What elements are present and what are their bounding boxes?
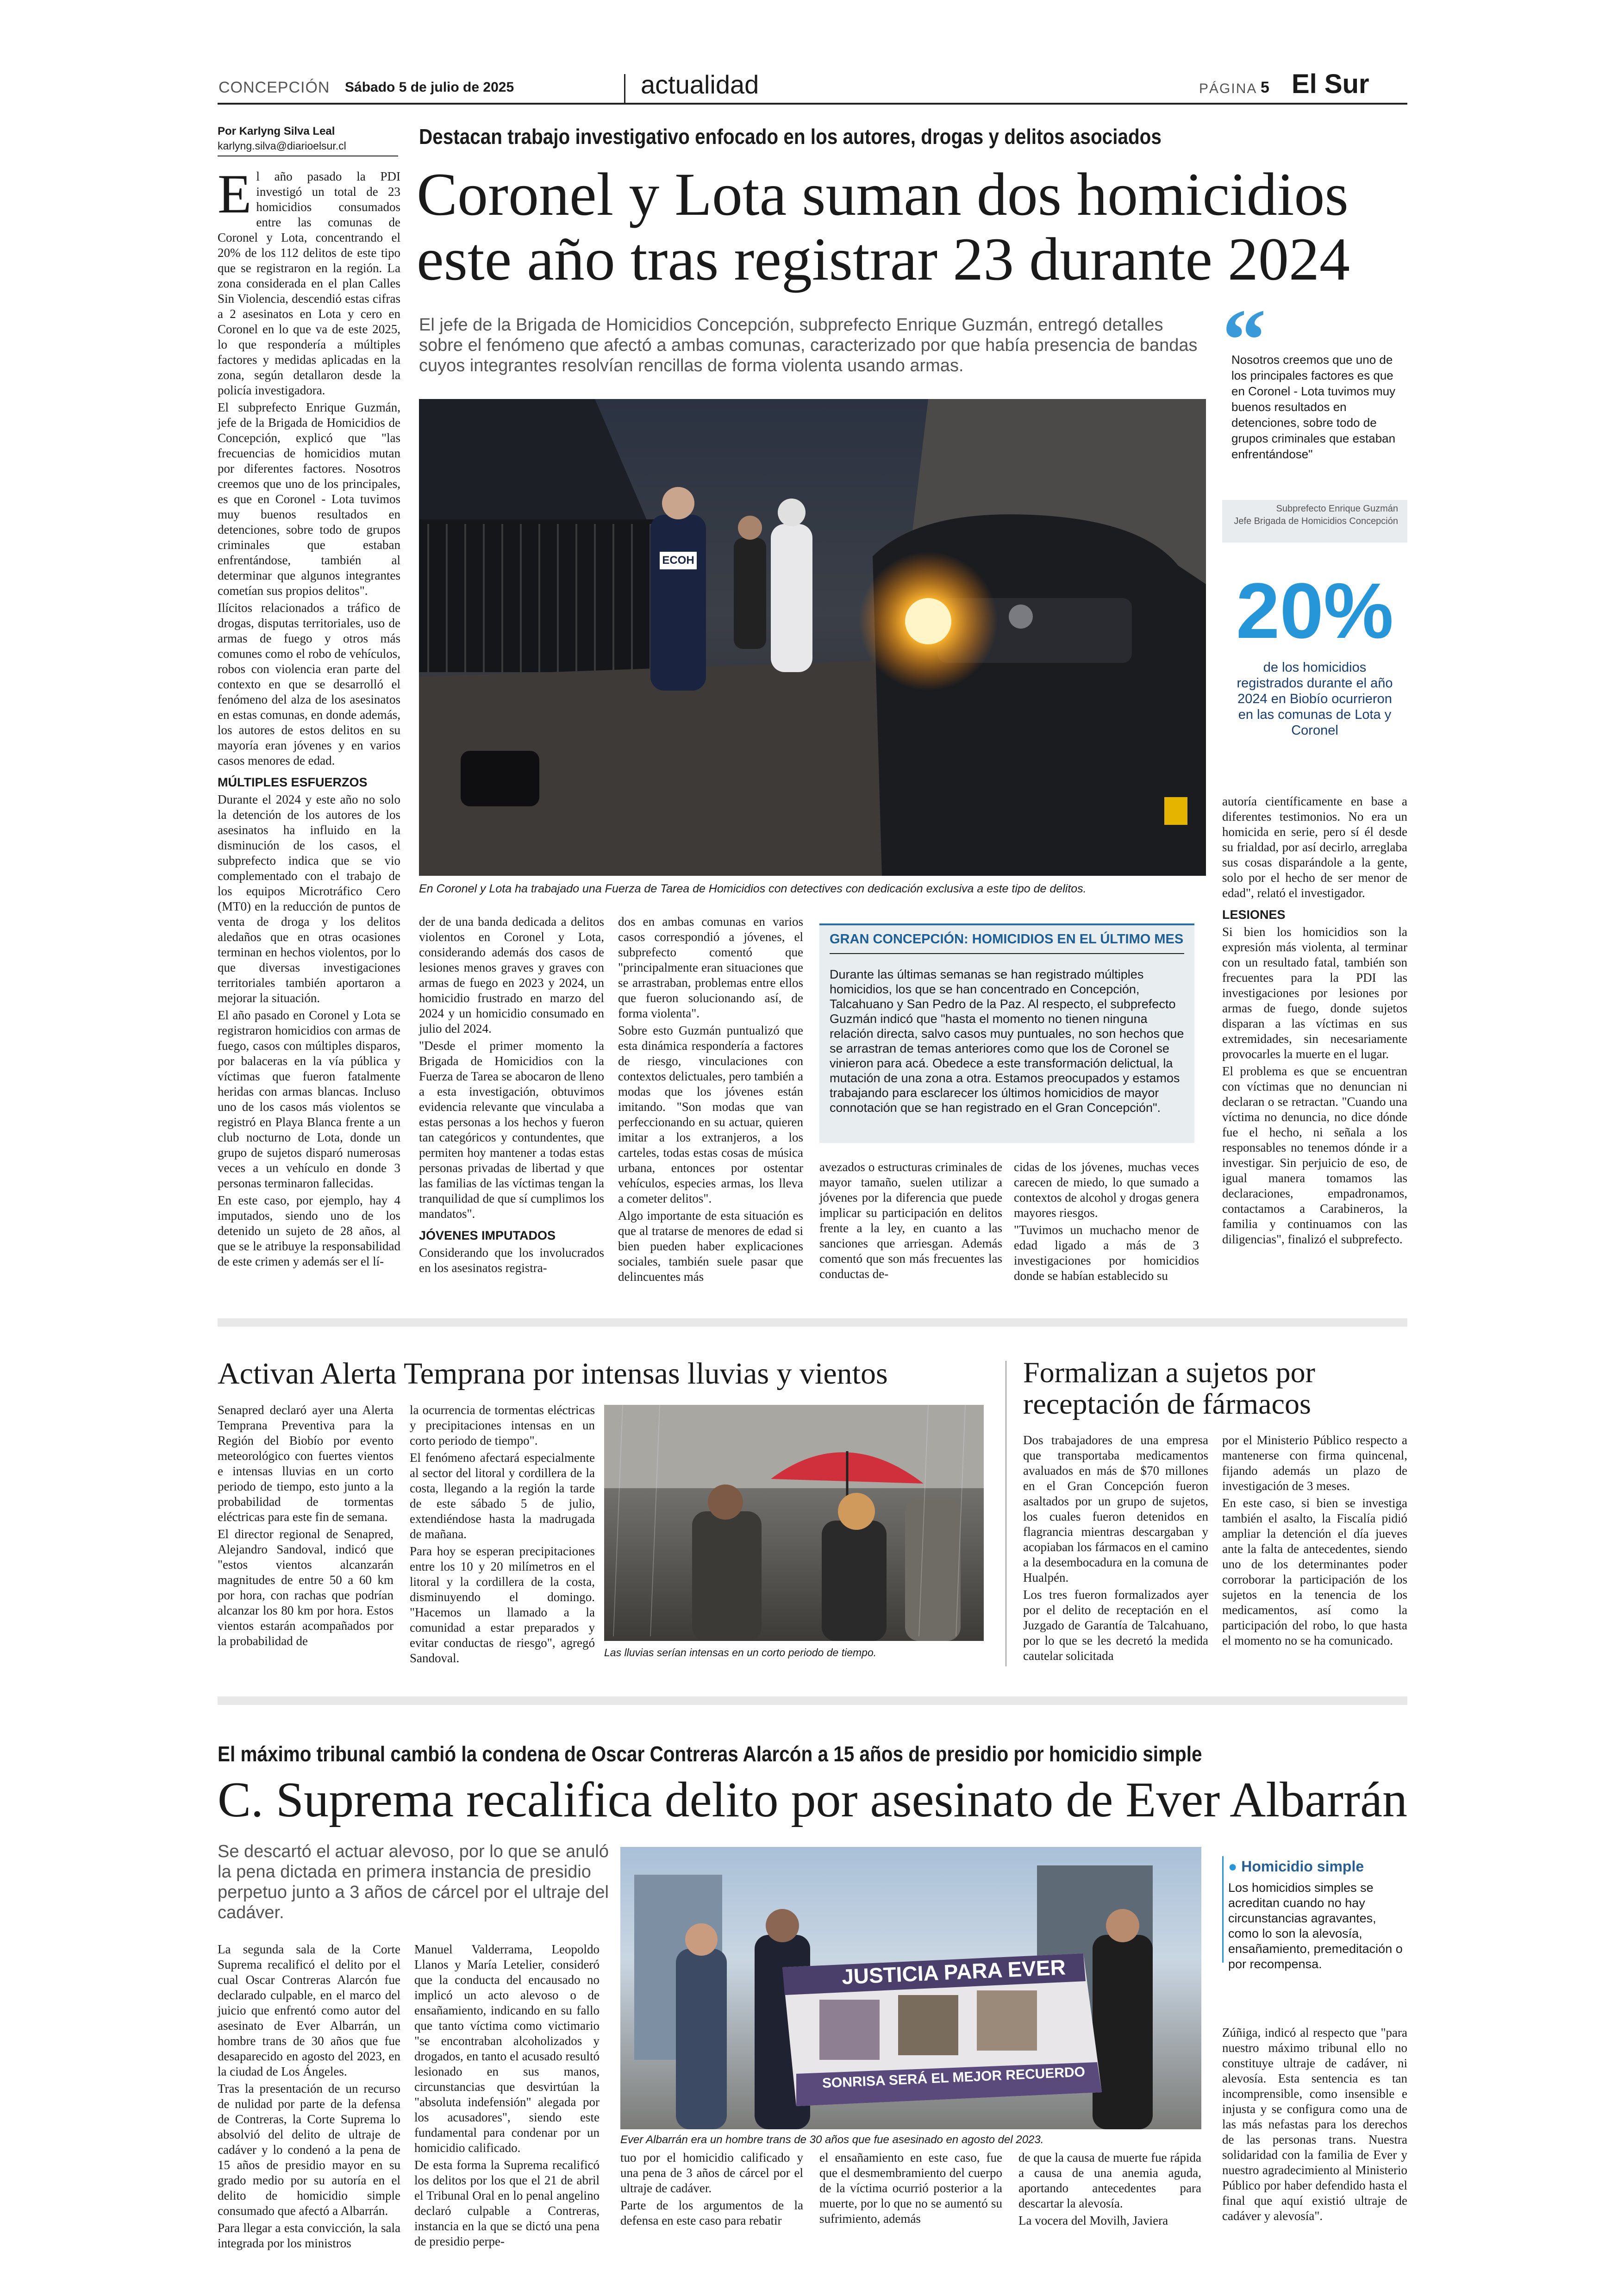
paragraph: der de una banda dedicada a delitos violentos en Coronel y Lota, considerando además dos casos de lesiones menos graves y graves con armas de fuego en 2023 y 2024, un homicidio frustrado en marzo del 2024 y un homicidio consumado en julio del 2024.	[419, 915, 604, 1035]
paragraph: El fenómeno afectará especialmente al sector del litoral y cordillera de la costa, llegando a la región la tarde de este sábado 5 de julio, extendiéndose hasta la madrugada de mañana.	[410, 1451, 595, 1541]
paragraph: Ilícitos relacionados a tráfico de drogas, disputas territoriales, uso de armas de fuego y otros más comunes como el robo de vehículos, robos con violencia eran parte del contexto en que se desarrolló el fenómeno del alza de los asesinatos en estas comunas, en donde además, los autores de estos delitos en su mayoría eran jóvenes y en varios casos menores de edad.	[218, 601, 400, 767]
article-column-3	[618, 914, 803, 1286]
quote-mark-icon: “	[1222, 292, 1266, 389]
paragraph: La vocera del Movilh, Javiera	[1018, 2214, 1168, 2227]
protest-photo-caption: Ever Albarrán era un hombre trans de 30 años que fue asesinado en agosto del 2023.	[620, 2133, 1044, 2146]
subheading: JÓVENES IMPUTADOS	[419, 1229, 556, 1242]
article-column-5	[1014, 1160, 1199, 1285]
paragraph: Parte de los argumentos de la defensa en este caso para rebatir	[620, 2198, 803, 2227]
byline: Por Karlyng Silva Leal	[218, 125, 335, 137]
rain-illustration	[604, 1405, 984, 1641]
info-box-title: GRAN CONCEPCIÓN: HOMICIDIOS EN EL ÚLTIMO MES	[830, 932, 1184, 947]
stat-value: 20%	[1236, 567, 1394, 655]
subheading: MÚLTIPLES ESFUERZOS	[218, 775, 368, 789]
article4-column-4	[819, 2150, 1002, 2228]
paragraph: Considerando que los involucrados en los asesinatos registra-	[419, 1246, 604, 1275]
quote-author: Subprefecto Enrique Guzmán	[1276, 504, 1398, 514]
article-column-4	[819, 1160, 1002, 1284]
paragraph: dos en ambas comunas en varios casos correspondió a jóvenes, el subprefecto comentó que "principalmente eran situaciones que se arrastraban, problemas entre ellos que fueron solucionando así, de forma violenta".	[618, 915, 803, 1020]
article-title-line1: Coronel y Lota suman dos homicidios	[417, 160, 1349, 228]
article4-lead: Se descartó el actuar alevoso, por lo que se anuló la pena dictada en primera instancia de presidio perpetuo junto a 3 años de cárcel por el ultraje del cadáver.	[218, 1842, 609, 1922]
paragraph: tuo por el homicidio calificado y una pena de 3 años de cárcel por el ultraje de cadáver.	[620, 2151, 803, 2195]
banner-subtext: SONRISA SERÁ EL MEJOR RECUERDO	[822, 2064, 1086, 2091]
paragraph: Zúñiga, indicó al respecto que "para nuestro máximo tribunal ello no constituye ultraje de cadáver, ni alevosía. Esta sentencia es tan incomprensible, como insensible e injusta y se configura como una de las más nefastas para los derechos de las personas trans. Nuestra solidaridad con la familia de Ever y nuestro agradecimiento al Ministerio Público por haber defendido hasta el final que aquí existió ultraje de cadáver y alevosía".	[1222, 2026, 1407, 2223]
article4-column-3	[620, 2150, 803, 2230]
article3-column-1	[1023, 1433, 1208, 1665]
article3-title-line2: receptación de fármacos	[1023, 1387, 1311, 1420]
article-column-1	[218, 163, 400, 1271]
sidebar-title-row	[1228, 1858, 1364, 1875]
paragraph: Manuel Valderrama, Leopoldo Llanos y María Letelier, consideró que la conducta del encausado no implicó un acto alevoso o de ensañamiento, indicando en su fallo que tanto víctima como victimario "se encontraban alcoholizados y drogados, en tanto el acusado resultó lesionado en sus manos, circunstancias que desvirtúan la "absoluta indefensión" alegada por los acusadores", siendo este fundamental para condenar por un homicidio calificado.	[414, 1942, 600, 2155]
sidebar-text: Los homicidios simples se acreditan cuando no hay circunstancias agravantes, como lo son la alevosía, ensañamiento, premeditación o por recompensa.	[1228, 1881, 1403, 1971]
paragraph: Si bien los homicidios son la expresión más violenta, al terminar con un resultado fatal, también son frecuentes para la PDI las investigaciones por lesiones por armas de fuego, donde sujetos disparan a las víctimas en sus extremidades, sin necesariamente provocarles la muerte en el lugar.	[1222, 925, 1407, 1061]
brand-logo: El Sur	[1292, 69, 1369, 99]
paragraph: La segunda sala de la Corte Suprema recalificó el delito por el cual Oscar Contreras Alarcón fue declarado culpable, en el marco del juicio que enfrentó como autor del asesinato de Ever Albarrán, un hombre trans de 30 años que fue desaparecido en agosto del 2023, en la ciudad de Los Ángeles.	[218, 1942, 400, 2078]
article-kicker: Destacan trabajo investigativo enfocado en los autores, drogas y delitos asociados	[419, 125, 1162, 149]
article3-title-line1: Formalizan a sujetos por	[1023, 1356, 1315, 1389]
page-label: PÁGINA	[1199, 81, 1257, 96]
article2-column-2	[410, 1403, 595, 1668]
quote-role: Jefe Brigada de Homicidios Concepción	[1234, 516, 1398, 526]
section-name: actualidad	[641, 70, 759, 99]
subheading: LESIONES	[1222, 908, 1286, 922]
section-separator	[218, 1318, 1407, 1327]
article3-column-2	[1222, 1433, 1407, 1650]
paragraph: Senapred declaró ayer una Alerta Temprana Preventiva para la Región del Biobío por evento meteorológico con fuertes vientos e intensas lluvias en un corto periodo de tiempo, esto junto a la probabilidad de tormentas eléctricas para este fin de semana.	[218, 1403, 394, 1524]
paragraph: el ensañamiento en este caso, fue que el desmembramiento del cuerpo de la víctima ocurrió posterior a la muerte, por lo que no se aumentó su sufrimiento, además	[819, 2151, 1002, 2226]
paragraph: Durante el 2024 y este año no solo la detención de los autores de los asesinatos ha influido en la disminución de los casos, el subprefecto indica que se vio complementado con el trabajo de los equipos Microtráfico Cero (MT0) en la reducción de puntos de venta de droga y los delitos aledaños que en otras ocasiones terminan en hechos violentos, por lo que diversas investigaciones territoriales también aportaron a mejorar la situación.	[218, 792, 400, 1005]
photo-caption: En Coronel y Lota ha trabajado una Fuerza de Tarea de Homicidios con detectives con dedicación exclusiva a este tipo de delitos.	[419, 882, 1087, 895]
paragraph: avezados o estructuras criminales de mayor tamaño, suelen utilizar a jóvenes por la diferencia que puede implicar su participación en delitos frente a la ley, en cuanto a las sanciones que arriesgan. Además comentó que son más frecuentes las conductas de-	[819, 1160, 1002, 1281]
header-date: Sábado 5 de julio de 2025	[345, 80, 514, 95]
badge-text: ECOH	[662, 554, 694, 567]
info-box	[819, 923, 1194, 1143]
page-number: 5	[1261, 79, 1269, 96]
paragraph: Tras la presentación de un recurso de nulidad por parte de la defensa de Contreras, la Corte Suprema lo absolvió del delito de ultraje de cadáver y lo condenó a la pena de 15 años de presidio mayor en su grado medio por su autoría en el delito de homicidio simple consumado que afectó a Albarrán.	[218, 2082, 400, 2218]
rain-photo-caption: Las lluvias serían intensas en un corto periodo de tiempo.	[604, 1646, 877, 1659]
article4-column-2	[414, 1942, 600, 2251]
paragraph: El problema es que se encuentran con víctimas que no denuncian ni declaran o se retractan. "Cuando una víctima no denuncia, no dice dónde fue el hecho, ni señala a los responsables no tenemos dónde ir a investigar. Sin perjuicio de eso, de igual manera tomamos las declaraciones, empadronamos, contactamos a Carabineros, la familia y continuamos con las diligencias", finalizó el subprefecto.	[1222, 1064, 1407, 1246]
info-box-text: Durante las últimas semanas se han registrado múltiples homicidios, los que se han concentrado en Concepción, Talcahuano y San Pedro de la Paz. Al respecto, el subprefecto Guzmán indicó que "hasta el momento no tienen ninguna relación directa, salvo casos muy puntuales, no son hechos que se arrastran de temas anteriores como que los de Coronel se vinieron para acá. Obedece a este transformación delictual, la mutación de una zona a otra. Estamos preocupados y estamos trabajando para esclarecer los últimos homicidios de mayor connotación que se han registrado en el Gran Concepción".	[830, 967, 1184, 1115]
paragraph: "Desde el primer momento la Brigada de Homicidios con la Fuerza de Tarea se abocaron de lleno a esta investigación, obtuvimos evidencia relevante que vinculaba a estas personas a los hechos y fueron tan categóricos y contundentes, que permiten hoy mantener a todas estas personas privadas de libertad y que las familias de las víctimas tengan la tranquilidad de que sí cumplimos los mandatos".	[419, 1039, 604, 1221]
bullet-icon: ●	[1228, 1858, 1237, 1875]
paragraph: cidas de los jóvenes, muchas veces carecen de miedo, lo que sumado a contextos de alcohol y drogas genera mayores riesgos.	[1014, 1160, 1199, 1220]
header-city: CONCEPCIÓN	[219, 79, 330, 96]
rain-photo	[604, 1405, 984, 1641]
paragraph: Sobre esto Guzmán puntualizó que esta dinámica respondería a factores de riesgo, vinculaciones con contextos delictuales, pero también a modas que los jóvenes están imitando. "Son modas que van perfeccionando en su actuar, quieren imitar a los extranjeros, a los carteles, todas estas cosas de música urbana, entonces por ostentar vehículos, especies armas, los lleva a cometer delitos".	[618, 1023, 803, 1205]
paragraph: autoría científicamente en base a diferentes testimonios. No era un homicida en serie, pero sí él desde su frialdad, por así decirlo, arreglaba sus cosas disparándole a la gente, solo por el hecho de ser menor de edad", relató el investigador.	[1222, 794, 1407, 900]
article-lead: El jefe de la Brigada de Homicidios Concepción, subprefecto Enrique Guzmán, entregó detalles sobre el fenómeno que afectó a ambas comunas, caracterizado por que había presencia de bandas cuyos integrantes resolvían rencillas de forma violenta usando armas.	[419, 315, 1198, 375]
sidebar-box	[1222, 1856, 1409, 1971]
sidebar-title: Homicidio simple	[1241, 1858, 1364, 1875]
paragraph: de que la causa de muerte fue rápida a causa de una anemia aguda, aportando antecedentes para descartar la alevosía.	[1018, 2151, 1201, 2210]
paragraph: El director regional de Senapred, Alejandro Sandoval, indicó que "estos vientos alcanzarán magnitudes de entre 50 a 60 km por hora, con rachas que podrían alcanzar los 80 km por hora. Estos vientos estarán acompañados por la probabilidad de	[218, 1527, 394, 1648]
paragraph: por el Ministerio Público respecto a mantenerse con firma quincenal, fijando además un plazo de investigación de 3 meses.	[1222, 1433, 1407, 1493]
protest-photo	[620, 1847, 1201, 2129]
article4-column-1	[218, 1942, 400, 2253]
article2-title: Activan Alerta Temprana por intensas lluvias y vientos	[218, 1357, 888, 1391]
article-column-6	[1222, 794, 1407, 1249]
banner-text: JUSTICIA PARA EVER	[841, 1955, 1066, 1989]
byline-email: karlyng.silva@diarioelsur.cl	[218, 140, 346, 152]
section-separator	[218, 1696, 1407, 1705]
crime-scene-photo	[419, 399, 1206, 876]
article2-column-1	[218, 1403, 394, 1651]
pull-quote: Nosotros creemos que uno de los principales factores es que en Coronel - Lota tuvimos muy buenos resultados en detenciones, sobre todo de grupos criminales que estaban enfrentándose"	[1231, 353, 1396, 461]
paragraph: En este caso, si bien se investiga también el asalto, la Fiscalía pidió ampliar la detención el día jueves ante la falta de antecedentes, siendo uno de los determinantes poder corroborar la participación de los sujetos en la tenencia de los medicamentos, así como la participación del robo, lo que hasta el momento no se ha comunicado.	[1222, 1496, 1407, 1647]
paragraph: Para llegar a esta convicción, la sala integrada por los ministros	[218, 2221, 400, 2250]
article-title-line2: este año tras registrar 23 durante 2024	[417, 225, 1350, 293]
header-rule	[218, 103, 1407, 105]
photo-illustration	[419, 399, 1206, 876]
paragraph: l año pasado la PDI investigó un total de 23 homicidios consumados entre las comunas de Coronel y Lota, concentrando el 20% de los 112 delitos de este tipo que se registraron en la región. La zona considerada en el plan Calles Sin Violencia, descendió estas cifras a 2 asesinatos en Lota y cero en Coronel en lo que va de este 2025, lo que respondería a múltiples factores y medidas aplicadas en la zona, según detallaron desde la policía investigadora.	[218, 169, 400, 397]
paragraph: En este caso, por ejemplo, hay 4 imputados, siendo uno de los detenido un sujeto de 28 años, al que se le atribuye la responsabilidad de este crimen y además ser el lí-	[218, 1193, 400, 1268]
paragraph: la ocurrencia de tormentas eléctricas y precipitaciones intensas en un corto periodo de tiempo".	[410, 1403, 595, 1447]
header-divider	[624, 74, 625, 103]
paragraph: Algo importante de esta situación es que al tratarse de menores de edad si bien pueden haber explicaciones sociales, también suele pasar que delincuentes más	[618, 1209, 803, 1284]
paragraph: El año pasado en Coronel y Lota se registraron homicidios con armas de fuego, casos con múltiples disparos, por balaceras en la vía pública y víctimas que fueron fatalmente heridas con armas blancas. Incluso uno de los casos más violentos se registró en Playa Blanca frente a un club nocturno de Lota, donde un grupo de sujetos disparó numerosas veces a un vehículo en donde 3 personas terminaron fallecidas.	[218, 1008, 400, 1190]
paragraph: Los tres fueron formalizados ayer por el delito de receptación en el Juzgado de Garantía de Talcahuano, por lo que se les decretó la medida cautelar solicitada	[1023, 1588, 1208, 1663]
article4-title: C. Suprema recalifica delito por asesinato de Ever Albarrán	[218, 1772, 1408, 1827]
info-box-rule	[830, 953, 1184, 954]
drop-cap: E	[218, 163, 252, 225]
stat-description: de los homicidios registrados durante el año 2024 en Biobío ocurrieron en las comunas de Lota y Coronel	[1237, 660, 1393, 738]
article4-column-6	[1222, 2025, 1407, 2226]
paragraph: De esta forma la Suprema recalificó los delitos por los que el 21 de abril el Tribunal Oral en lo penal angelino declaró culpable a Contreras, instancia en la que se dictó una pena de presidio perpe-	[414, 2158, 600, 2248]
article4-column-5	[1018, 2150, 1201, 2230]
article-column-2	[419, 914, 604, 1278]
article4-kicker: El máximo tribunal cambió la condena de Oscar Contreras Alarcón a 15 años de presidio por homicidio simple	[218, 1742, 1202, 1766]
paragraph: El subprefecto Enrique Guzmán, jefe de la Brigada de Homicidios de Concepción, explicó que "las frecuencias de homicidios mutan por diferentes factores. Nosotros creemos que uno de los principales, es que en Coronel - Lota tuvimos muy buenos resultados en detenciones, sobre todo de grupos criminales que estaban enfrentándose, también al determinar que algunos integrantes cometían sus propios delitos".	[218, 400, 400, 598]
paragraph: Para hoy se esperan precipitaciones entre los 10 y 20 milímetros en el litoral y la cordillera de la costa, disminuyendo el domingo. "Hacemos un llamado a la comunidad a estar preparados y evitar conductas de riesgo", agregó Sandoval.	[410, 1544, 595, 1665]
paragraph: Dos trabajadores de una empresa que transportaba medicamentos avaluados en más de $70 millones en el Gran Concepción fueron asaltados por un grupo de sujetos, los cuales fueron detenidos en flagrancia mientras descargaban y acopiaban los fármacos en el camino a la desembocadura en la comuna de Hualpén.	[1023, 1433, 1208, 1584]
paragraph: "Tuvimos un muchacho menor de edad ligado a más de 3 investigaciones por homicidios donde se habían establecido su	[1014, 1223, 1199, 1283]
